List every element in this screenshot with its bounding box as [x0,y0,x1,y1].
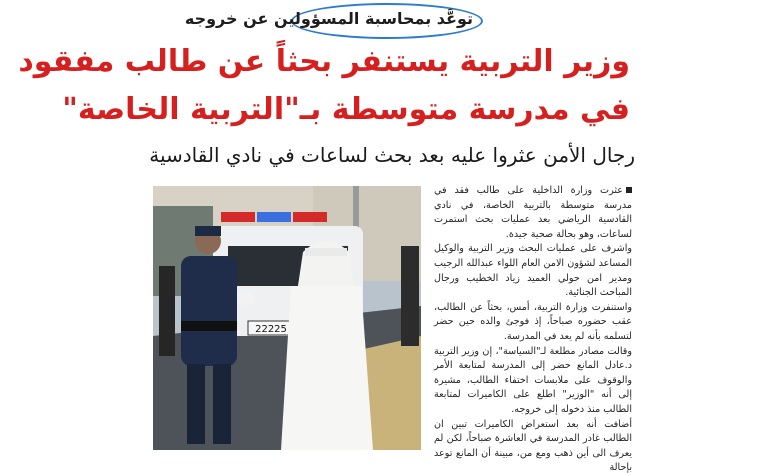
paragraph-bullet-icon [626,187,632,193]
article-paragraph: واشرف على عمليات البحث وزير التربية والوكيل المساعد لشؤون الامن العام اللواء عبدالله الرجيب ومدير امن حولي العميد زياد الخطيب ورجال المباحث الجنائية. [434,243,632,299]
license-plate: 22225 [255,324,287,335]
headline-line-2: في مدرسة متوسطة بـ"التربية الخاصة" [62,92,630,127]
article-paragraph: وقالت مصادر مطلعة لـ"السياسة"، إن وزير التربية د.عادل المانع حضر إلى المدرسة لمتابعة الأمر والوقوف على ملابسات اختفاء الطالب، مشيرة إلى أنه "الوزير" اطلع على الكاميرات لمتابعة الطالب منذ دخوله إلى خروجه. [434,345,632,415]
article-body [434,184,632,474]
news-photo [153,186,421,450]
kicker-block [184,3,481,37]
subheadline: رجال الأمن عثروا عليه بعد بحث لساعات في نادي القادسية [149,143,635,167]
article-paragraph: أضافت أنه بعد استعراض الكاميرات تبين ان الطالب غادر المدرسة في العاشرة صباحاً، لكن لم يعرف الى أين ذهب ومع من، مبينة أن المانع توعد بإحالة [434,418,632,474]
headline-line-1: وزير التربية يستنفر بحثاً عن طالب مفقود [18,44,630,79]
kicker-text: توعَّد بمحاسبة المسؤولين عن خروجه [184,9,473,28]
article-paragraph: واستنفرت وزارة التربية، أمس، بحثاً عن الطالب، عقب حضوره صباحاً، إذ فوجئ والده حين حضر لتسلمه بأنه لم يعد في المدرسة. [434,301,632,342]
article-paragraph: عثرت وزارة الداخلية على طالب فقد في مدرسة متوسطة بالتربية الخاصة، في نادي القادسية الرياضي بعد عمليات بحث استمرت لساعات، وهو بحالة صحية جيدة. [434,185,632,240]
headline [18,38,630,134]
